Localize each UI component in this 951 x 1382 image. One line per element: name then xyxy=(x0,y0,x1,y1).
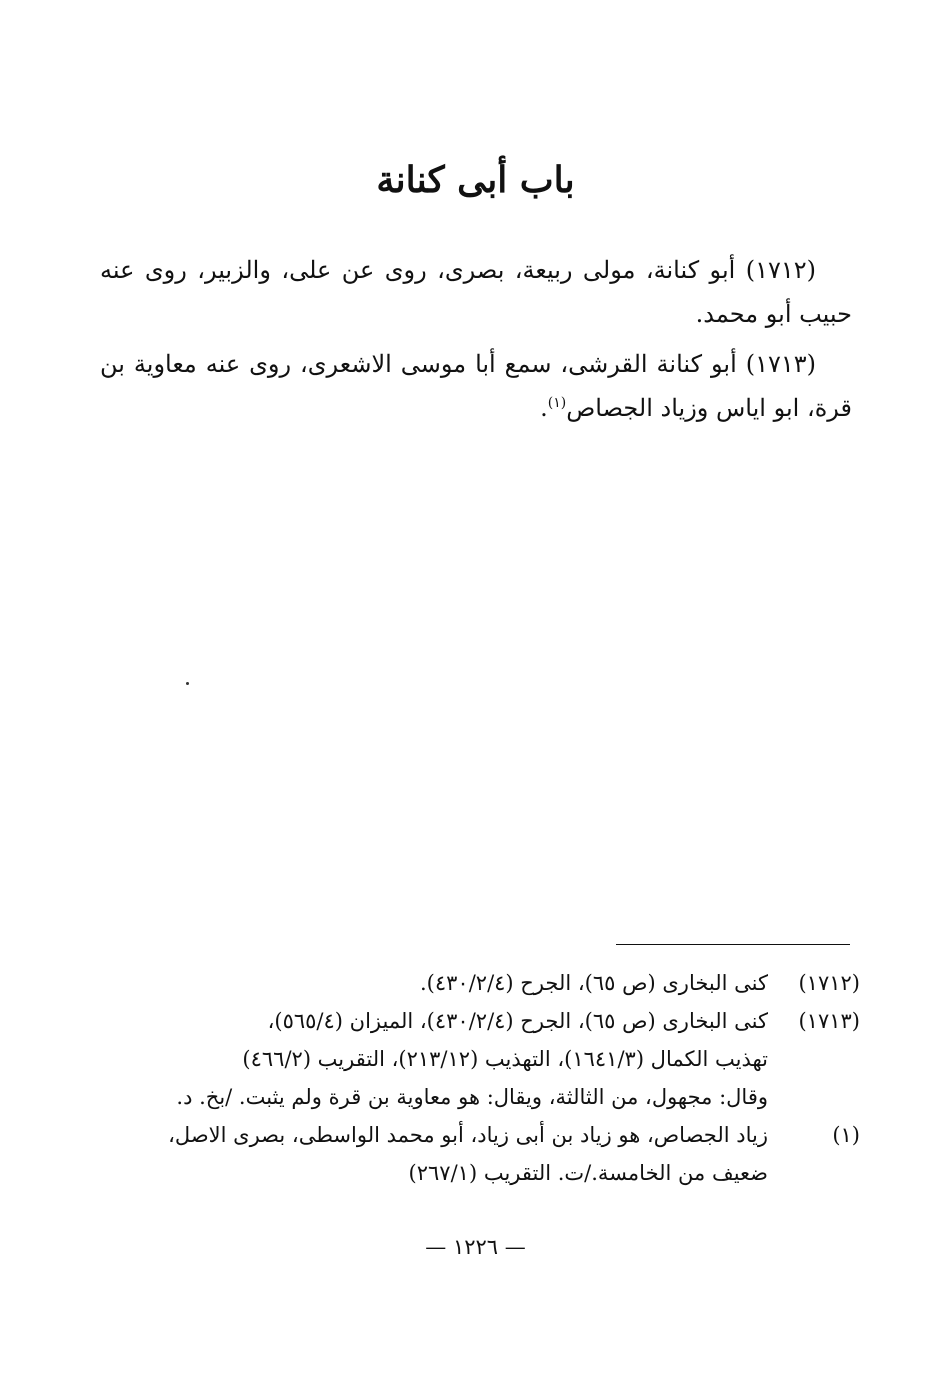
footnote-line: وقال: مجهول، من الثالثة، ويقال: هو معاوية بن قرة ولم يثبت. /بخ. د. xyxy=(176,1085,768,1109)
entry-1713 xyxy=(100,342,852,430)
footnote-number: (١٧١٣) xyxy=(798,1009,860,1033)
entry-1712: (١٧١٢) أبو كنانة، مولى ربيعة، بصرى، روى عن على، والزبير، روى عنه حبيب أبو محمد. xyxy=(100,256,852,328)
footnote-1 xyxy=(100,1116,860,1192)
footnote-line: ضعيف من الخامسة./ت. التقريب (٢٦٧/١) xyxy=(408,1161,768,1185)
footnote-1712 xyxy=(100,964,860,1002)
footnote-separator xyxy=(616,944,850,945)
footnote-body xyxy=(100,964,768,1002)
chapter-title: باب أبى كنانة xyxy=(376,159,575,201)
footnotes xyxy=(100,964,860,1192)
page-number: — ١٢٢٦ — xyxy=(425,1235,526,1259)
footnote-number: (١٧١٢) xyxy=(798,971,860,995)
footnote-line: كنى البخارى (ص ٦٥)، الجرح (٤٣٠/٢/٤). xyxy=(420,971,768,995)
footnote-body xyxy=(100,1116,768,1192)
entry-1713-end: . xyxy=(540,394,548,422)
stray-dot xyxy=(186,682,189,685)
footnote-line: تهذيب الكمال (١٦٤١/٣)، التهذيب (٢١٣/١٢)، التقريب (٤٦٦/٢) xyxy=(242,1047,768,1071)
footnote-body xyxy=(100,1002,768,1116)
footnote-line: زياد الجصاص، هو زياد بن أبى زياد، أبو محمد الواسطى، بصرى الاصل، xyxy=(168,1123,768,1147)
footnote-number: (١) xyxy=(832,1123,860,1147)
footnote-ref: (١) xyxy=(547,395,567,411)
entry-1713-text: (١٧١٣) أبو كنانة القرشى، سمع أبا موسى الاشعرى، روى عنه معاوية بن قرة، ابو اياس وزياد الجصاص xyxy=(100,350,852,422)
footnote-line: كنى البخارى (ص ٦٥)، الجرح (٤٣٠/٢/٤)، الميزان (٥٦٥/٤)، xyxy=(267,1009,768,1033)
footnote-1713 xyxy=(100,1002,860,1116)
main-text xyxy=(100,248,852,436)
